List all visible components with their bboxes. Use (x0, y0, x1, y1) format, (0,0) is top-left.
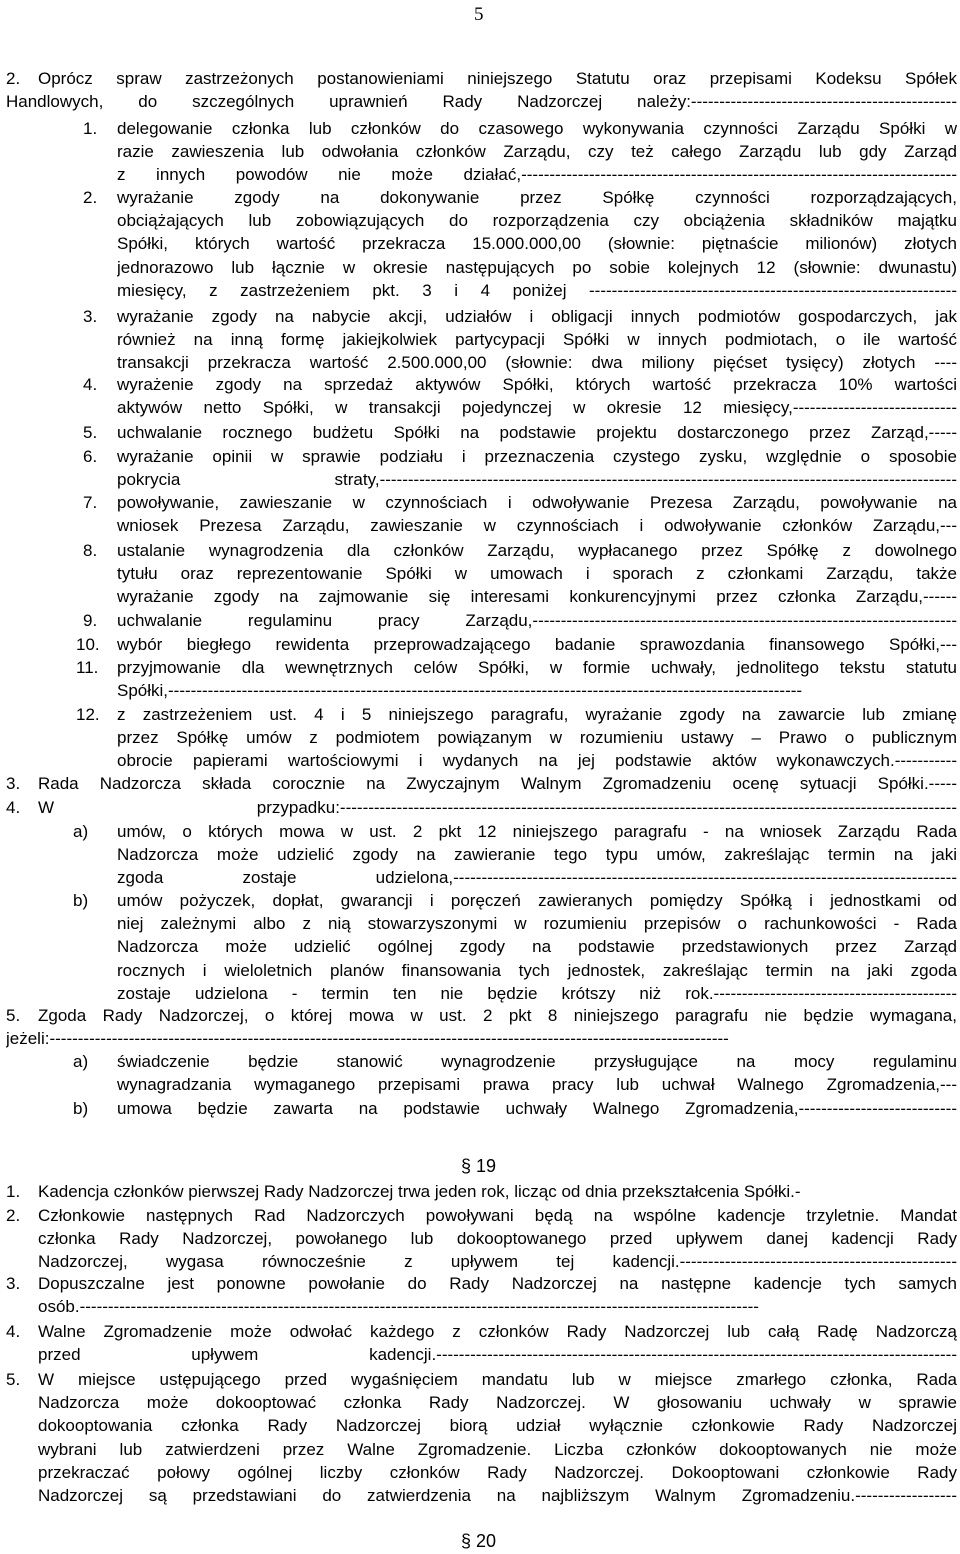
text-line (0, 305, 960, 328)
text-line (0, 1272, 960, 1295)
text-line (0, 1295, 960, 1318)
text-line (0, 90, 960, 113)
text-line (0, 633, 960, 656)
line-text: Nadzorcza może udzielić ogólnej zgody na podstawie przedstawionych przez Zarząd (117, 937, 957, 957)
text-line (0, 539, 960, 562)
text-line (0, 1320, 960, 1343)
line-text: członka Rady Nadzorczej, powołanego lub dokooptowanego przed upływem danej kadencji Rady (38, 1229, 957, 1249)
text-line (0, 256, 960, 279)
line-text: z innych powodów nie może działać,----------------------------------------------------------------------------- (117, 165, 957, 185)
line-text: jednorazowo lub łącznie w okresie następujących po sobie kolejnych 12 (słownie: dwunastu) (117, 257, 957, 277)
line-text: wyrażanie zgody na dokonywanie przez Spółkę czynności rozporządzających, (117, 188, 957, 207)
text-line (0, 656, 960, 679)
text-line (0, 703, 960, 726)
text-line (0, 749, 960, 772)
line-text: miesięcy, z zastrzeżeniem pkt. 3 i 4 poniżej ----------------------------------------------------------------- (117, 280, 957, 300)
item-number: 1. (6, 1182, 21, 1201)
line-text: przyjmowanie dla wewnętrznych celów Spółki, w formie uchwały, jednolitego tekstu statutu (117, 658, 957, 677)
text-line (0, 67, 960, 90)
line-text: W miejsce ustępującego przed wygaśnięciem mandatu lub w miejsce zmarłego członka, Rada (38, 1370, 957, 1389)
text-line (0, 772, 960, 795)
text-line (0, 609, 960, 632)
line-text: Walne Zgromadzenie może odwołać każdego z członków Rady Nadzorczej lub całą Radę Nadzorczą (38, 1322, 957, 1341)
item-number: 1. (83, 119, 98, 138)
text-line (0, 1414, 960, 1437)
line-text: Oprócz spraw zastrzeżonych postanowieniami niniejszego Statutu oraz przepisami Kodeksu Spółek (38, 69, 957, 88)
line-text: pokrycia straty,------------------------------------------------------------------------------------------------------ (117, 470, 957, 490)
line-text: W przypadku:------------------------------------------------------------------------------------------------------------- (38, 798, 957, 817)
text-line (0, 232, 960, 255)
line-text: przekraczać połowy ogólnej liczby członków Rady Nadzorczej. Dokooptowani członkowie Rady (38, 1462, 957, 1482)
line-text: razie zawieszenia lub odwołania członków Zarządu, czy też całego Zarządu lub gdy Zarząd (117, 142, 957, 162)
item-number: 3. (83, 307, 98, 326)
text-line (0, 1180, 960, 1203)
line-text: Nadzorcza może dokooptować członka Rady Nadzorczej. W głosowaniu uchwały w sprawie (38, 1393, 957, 1413)
item-number: 10. (76, 635, 100, 654)
line-text: Nadzorczej są przedstawiani do zatwierdzenia na najbliższym Walnym Zgromadzeniu.------------------ (38, 1486, 957, 1505)
text-line (0, 373, 960, 396)
line-text: świadczenie będzie stanowić wynagrodzenie przysługujące na mocy regulaminu (117, 1052, 957, 1071)
item-number: 6. (83, 447, 98, 466)
item-number: a) (73, 1052, 89, 1071)
text-line (0, 421, 960, 444)
line-text: Zgoda Rady Nadzorczej, o której mowa w ust. 2 pkt 8 niniejszego paragrafu nie będzie wymagana, (38, 1006, 957, 1025)
line-text: ustalanie wynagrodzenia dla członków Zarządu, wypłacanego przez Spółkę z dowolnego (117, 541, 957, 560)
text-line (0, 1250, 960, 1273)
text-line (0, 959, 960, 982)
item-number: b) (73, 891, 89, 910)
item-number: 4. (6, 798, 21, 817)
line-text: Dopuszczalne jest ponowne powołanie do Rady Nadzorczej na następne kadencje tych samych (38, 1274, 957, 1293)
line-text: przed upływem kadencji.-------------------------------------------------------------------------------------------- (38, 1345, 957, 1365)
line-text: wyrażanie opinii w sprawie podziału i przeznaczenia czystego zysku, względnie o sposobie (117, 447, 957, 466)
line-text: wybór biegłego rewidenta przeprowadzającego badanie sprawozdania finansowego Spółki,--- (117, 635, 957, 654)
text-line (0, 820, 960, 843)
text-line (0, 889, 960, 912)
line-text: zostaje udzielona - termin ten nie będzie krótszy niż rok.------------------------------------------- (117, 983, 957, 1003)
text-line (0, 328, 960, 351)
line-text: wyrażanie zgody na nabycie akcji, udziałów i obligacji innych podmiotów gospodarczych, jak (117, 307, 957, 326)
text-line (0, 396, 960, 419)
item-number: 5. (83, 423, 98, 442)
text-line (0, 1004, 960, 1027)
line-text: niej zależnymi albo z nią stowarzyszonymi w rozumieniu przepisów o rachunkowości - Rada (117, 914, 957, 934)
text-line (0, 1343, 960, 1366)
text-line (0, 468, 960, 491)
text-line (0, 935, 960, 958)
line-text: rocznych i wieloletnich planów finansowania tych jednostek, zakreślając termin na jaki zgoda (117, 960, 957, 980)
line-text: tytułu oraz reprezentowanie Spółki w umowach i sporach z członkami Zarządu, także (117, 564, 957, 584)
line-text: dokooptowania członka Rady Nadzorczej biorą udział wyłącznie członkowie Rady Nadzorczej (38, 1416, 957, 1436)
line-text: zgoda zostaje udzielona,----------------------------------------------------------------------------------------- (117, 868, 957, 888)
item-number: b) (73, 1099, 89, 1118)
line-text: Nadzorczej, wygasa równocześnie z upływem tej kadencji.------------------------------------------------- (38, 1252, 957, 1272)
line-text: transakcji przekracza wartość 2.500.000,00 (słownie: dwa miliony pięćset tysięcy) złotych ---- (117, 353, 957, 373)
text-line (0, 1438, 960, 1461)
line-text: umowa będzie zawarta na podstawie uchwały Walnego Zgromadzenia,---------------------------- (117, 1099, 957, 1118)
text-line (0, 209, 960, 232)
line-text: wybrani lub zatwierdzeni przez Walne Zgromadzenie. Liczba członków dokooptowanych nie może (38, 1439, 957, 1459)
line-text: wniosek Prezesa Zarządu, zawieszanie w czynnościach i odwoływanie członków Zarządu,--- (117, 516, 957, 536)
item-number: 5. (6, 1006, 21, 1025)
line-text: aktywów netto Spółki, w transakcji pojedynczej w okresie 12 miesięcy,----------------------------- (117, 398, 957, 418)
text-line (0, 1204, 960, 1227)
line-text: Spółki, których wartość przekracza 15.000.000,00 (słownie: piętnaście milionów) złotych (117, 234, 957, 254)
line-text: obciążających lub zobowiązujących do rozporządzenia czy obciążenia składników majątku (117, 211, 957, 231)
line-text: jeżeli:------------------------------------------------------------------------------------------------------------------------ (6, 1029, 729, 1049)
text-line (0, 1368, 960, 1391)
text-line (0, 1073, 960, 1096)
text-line (0, 1097, 960, 1120)
line-text: Rada Nadzorcza składa corocznie na Zwyczajnym Walnym Zgromadzeniu ocenę sytuacji Spółki.----- (38, 774, 957, 793)
item-number: 3. (6, 774, 21, 793)
text-line (0, 186, 960, 209)
line-text: osób.------------------------------------------------------------------------------------------------------------------------ (38, 1297, 759, 1317)
text-line (0, 1050, 960, 1073)
text-line (0, 140, 960, 163)
line-text: z zastrzeżeniem ust. 4 i 5 niniejszego paragrafu, wyrażanie zgody na zawarcie lub zmianę (117, 705, 957, 724)
text-line (0, 514, 960, 537)
line-text: wynagradzania wymaganego przepisami prawa pracy lub uchwał Walnego Zgromadzenia,--- (117, 1075, 957, 1095)
line-text: delegowanie członka lub członków do czasowego wykonywania czynności Zarządu Spółki w (117, 119, 957, 138)
item-number: 11. (76, 658, 99, 677)
item-number: 12. (76, 705, 100, 724)
text-line (0, 585, 960, 608)
item-number: 7. (83, 493, 98, 512)
text-line (0, 562, 960, 585)
text-line (0, 117, 960, 140)
text-line (0, 1227, 960, 1250)
text-line (0, 1484, 960, 1507)
item-number: 2. (6, 1206, 21, 1225)
line-text: obrocie papierami wartościowymi i wydanych na jej podstawie aktów wykonawczych.----------- (117, 751, 957, 771)
text-line (0, 843, 960, 866)
line-text: uchwalanie regulaminu pracy Zarządu,--------------------------------------------------------------------------- (117, 611, 957, 630)
line-text: umów pożyczek, dopłat, gwarancji i poręczeń zawieranych pomiędzy Spółką i jednostkami od (117, 891, 957, 910)
text-line (0, 679, 960, 702)
line-text: Kadencja członków pierwszej Rady Nadzorczej trwa jeden rok, licząc od dnia przekształcenia Spółki.- (38, 1182, 801, 1201)
section-heading: § 19 (461, 1156, 497, 1176)
page-number: 5 (474, 4, 484, 25)
text-line (0, 1391, 960, 1414)
item-number: 5. (6, 1370, 21, 1389)
line-text: wyrażanie zgody na zajmowanie się interesami konkurencyjnymi przez członka Zarządu,------ (117, 587, 957, 607)
text-line (0, 279, 960, 302)
line-text: powoływanie, zawieszanie w czynnościach i odwoływanie Prezesa Zarządu, powoływanie na (117, 493, 957, 512)
text-line (0, 1461, 960, 1484)
line-text: przez Spółkę umów z podmiotem powiązanym w rozumieniu ustawy – Prawo o publicznym (117, 728, 957, 748)
item-number: 8. (83, 541, 98, 560)
item-number: 9. (83, 611, 98, 630)
line-text: Spółki,---------------------------------------------------------------------------------------------------------------- (117, 681, 803, 701)
line-text: Nadzorcza może udzielić zgody na zawieranie tego typu umów, zakreślając termin na jaki (117, 845, 957, 865)
item-number: 2. (6, 69, 21, 88)
text-line (0, 351, 960, 374)
line-text: wyrażenie zgody na sprzedaż aktywów Spółki, których wartość przekracza 10% wartości (117, 375, 957, 394)
item-number: 4. (6, 1322, 21, 1341)
section-heading: § 20 (461, 1531, 497, 1551)
text-line (0, 982, 960, 1005)
text-line (0, 912, 960, 935)
line-text: Handlowych, do szczególnych uprawnień Rady Nadzorczej należy:----------------------------------------------- (6, 92, 957, 112)
text-line (0, 796, 960, 819)
item-number: 2. (83, 188, 98, 207)
text-line (0, 163, 960, 186)
text-line (0, 726, 960, 749)
text-line (0, 866, 960, 889)
line-text: również na inną formę jakiejkolwiek partycypacji Spółki w innych podmiotach, o ile wartość (117, 330, 957, 350)
line-text: Członkowie następnych Rad Nadzorczych powoływani będą na wspólne kadencje trzyletnie. Mandat (38, 1206, 957, 1225)
line-text: umów, o których mowa w ust. 2 pkt 12 niniejszego paragrafu - na wniosek Zarządu Rada (117, 822, 957, 841)
text-line (0, 1027, 960, 1050)
line-text: uchwalanie rocznego budżetu Spółki na podstawie projektu dostarczonego przez Zarząd,----- (117, 423, 957, 442)
item-number: 4. (83, 375, 98, 394)
item-number: 3. (6, 1274, 21, 1293)
item-number: a) (73, 822, 89, 841)
text-line (0, 445, 960, 468)
text-line (0, 491, 960, 514)
